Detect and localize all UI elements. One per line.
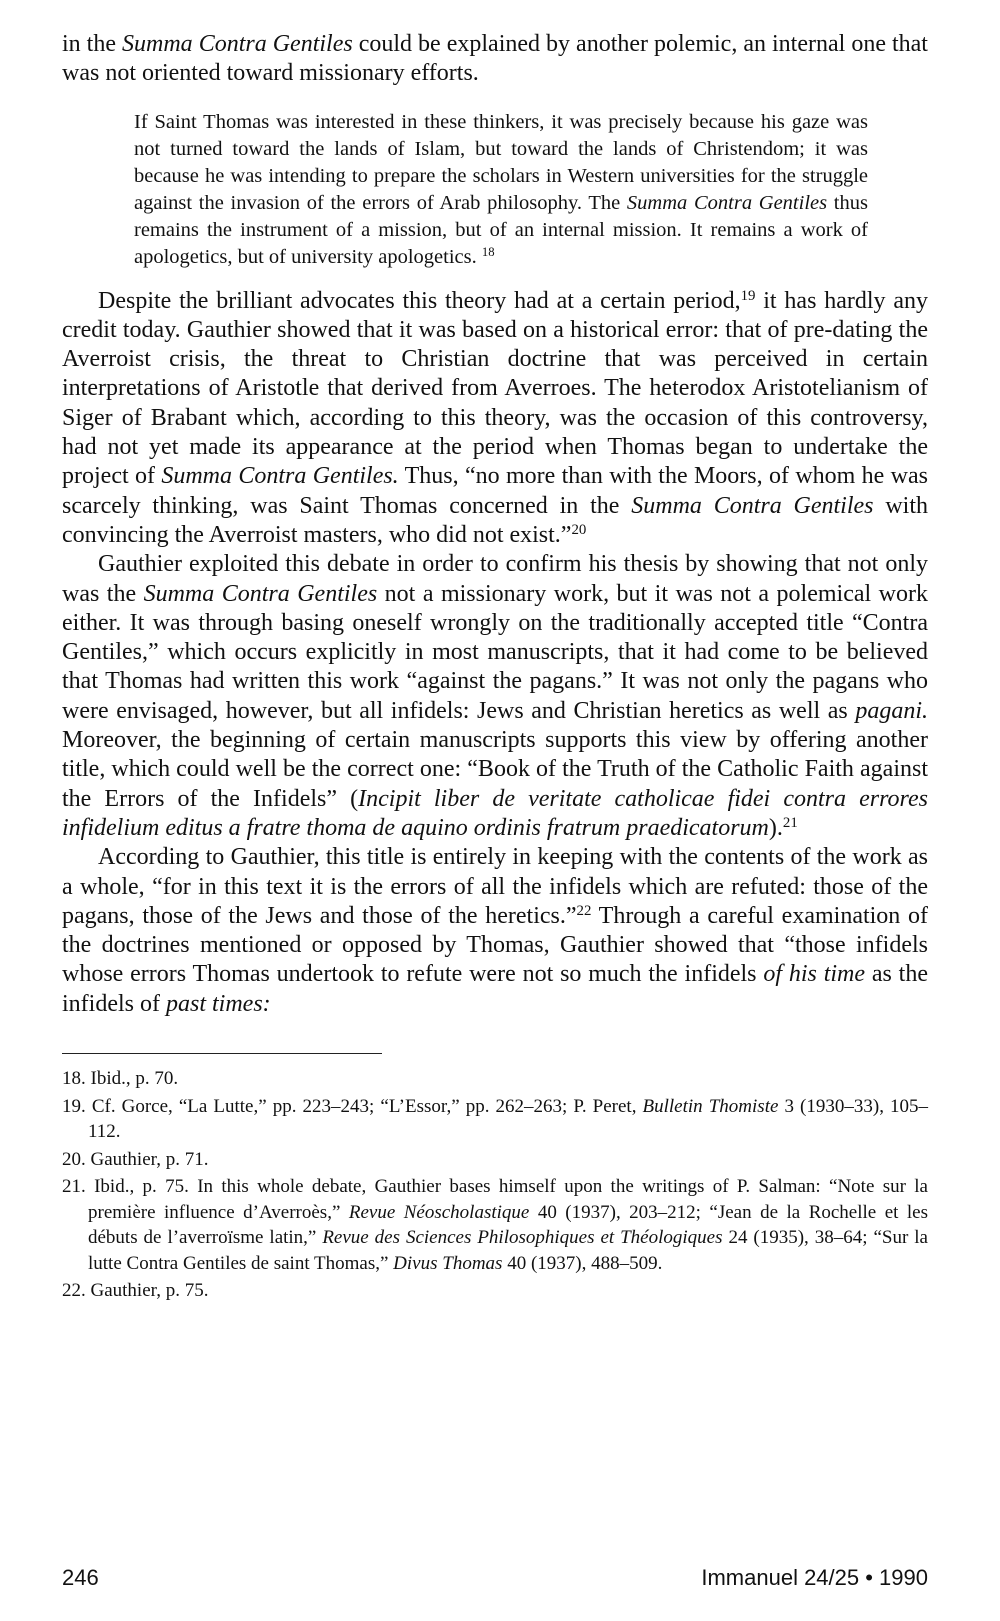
italic-title: Summa Contra Gentiles — [122, 31, 353, 57]
italic-title: Bulletin Thomiste — [642, 1095, 779, 1117]
paragraph-according — [62, 843, 928, 1019]
text-run: could be explained by another polemic, an internal one that was not oriented toward missionary efforts. — [62, 31, 928, 87]
italic-latin-title: Incipit liber de veritate catholicae fidei contra errores infidelium editus a fratre thoma de aquino ordinis fratrum praedicatorum — [62, 785, 928, 841]
footnote-marker: 20 — [571, 521, 587, 538]
text-run: 19. Cf. Gorce, “La Lutte,” pp. 223–243; “L’Essor,” pp. 262–263; P. Peret, — [62, 1095, 643, 1117]
footnote-marker: 19 — [740, 287, 756, 304]
text-run: Gauthier exploited this debate in order to confirm his thesis by showing that not only was the — [62, 551, 928, 607]
italic-term: pagani. — [855, 697, 928, 724]
footnote-19 — [62, 1094, 928, 1145]
text-run: Thus, “no more than with the Moors, of whom he was scarcely thinking, was Saint Thomas concerned in the — [62, 463, 928, 519]
footnote-marker: 21 — [782, 814, 798, 831]
text-run: thus remains the instrument of a mission, but of an internal mission. It remains a work of apologetics, but of university apologetics. — [134, 191, 868, 268]
text-run: According to Gauthier, this title is entirely in keeping with the contents of the work as a whole, “for in this text it is the errors of all the infidels which are refuted: those of the pagans, those of the Jews and those of the heretics.” — [62, 844, 928, 929]
text-run: 40 (1937), 488–509. — [502, 1252, 663, 1274]
footnote-20: 20. Gauthier, p. 71. — [62, 1148, 209, 1170]
text-run: Moreover, the beginning of certain manuscripts supports this view by offering another title, which could well be the correct one: “Book of the Truth of the Catholic Faith against the Errors of the Infidels” ( — [62, 727, 928, 812]
italic-title: Summa Contra Gentiles. — [161, 463, 399, 490]
italic-title: Revue Néoscholastique — [348, 1201, 530, 1223]
journal-citation: Immanuel 24/25 • 1990 — [701, 1565, 928, 1590]
paragraph-despite — [62, 287, 928, 551]
footnote-21 — [62, 1174, 928, 1276]
text-run: in the — [62, 31, 123, 57]
footnote-marker: 22 — [576, 902, 592, 919]
block-quote — [134, 109, 868, 271]
italic-phrase: past times: — [165, 990, 271, 1017]
text-run: not a missionary work, but it was not a polemical work either. It was through basing oneself wrongly on the traditionally accepted title “Contra Gentiles,” which occurs explicitly in most manuscripts, that it had come to be believed that Thomas had written this work “against the pagans.” It was not only the pagans who were envisaged, however, but all infidels: Jews and Christian heretics as well as — [62, 580, 928, 724]
text-run: as the infidels of — [62, 961, 929, 1017]
text-run: with convincing the Averroist masters, who did not exist.” — [62, 492, 928, 548]
italic-title: Summa Contra Gentiles — [626, 191, 828, 214]
text-run: 21. Ibid., p. 75. In this whole debate, Gauthier bases himself upon the writings of P. Salman: “Note sur la première influence d’Averroès,” — [62, 1176, 928, 1223]
italic-title: Revue des Sciences Philosophiques et Théologiques — [322, 1227, 723, 1249]
italic-title: Divus Thomas — [393, 1252, 503, 1274]
text-run: 24 (1935), 38–64; “Sur la lutte Contra Gentiles de saint Thomas,” — [88, 1227, 928, 1274]
footnote-18: 18. Ibid., p. 70. — [62, 1068, 179, 1090]
page-content — [62, 30, 928, 1306]
footnote-marker: 18 — [481, 244, 495, 259]
text-run: ). — [768, 814, 783, 841]
italic-title: Summa Contra Gentiles — [631, 492, 874, 519]
footnotes — [62, 1066, 928, 1304]
italic-title: Summa Contra Gentiles — [143, 580, 378, 607]
text-run: 3 (1930–33), 105–112. — [88, 1095, 929, 1143]
footnote-divider — [62, 1053, 382, 1054]
footnote-22: 22. Gauthier, p. 75. — [62, 1280, 209, 1302]
text-run: it has hardly any credit today. Gauthier showed that it was based on a historical error: that of pre-dating the Averroist crisis, the threat to Christian doctrine that was perceived in certain interpretations of Aristotle that derived from Averroes. The heterodox Aristotelianism of Siger of Brabant which, according to this theory, was the occasion of this controversy, had not yet made its appearance at the period when Thomas began to undertake the project of — [62, 287, 928, 490]
paragraph-continuation — [62, 30, 928, 89]
paragraph-gauthier-exploited — [62, 550, 928, 843]
italic-phrase: of his time — [763, 961, 866, 988]
text-run: 40 (1937), 203–212; “Jean de la Rochelle et les débuts de l’averroïsme latin,” — [88, 1201, 928, 1249]
page-number: 246 — [62, 1565, 99, 1590]
text-run: Despite the brilliant advocates this theory had at a certain period, — [98, 287, 741, 314]
text-run: Through a careful examination of the doctrines mentioned or opposed by Thomas, Gauthier showed that “those infidels whose errors Thomas undertook to refute were not so much the infidels — [62, 902, 929, 988]
text-run: If Saint Thomas was interested in these thinkers, it was precisely because his gaze was not turned toward the lands of Islam, but toward the lands of Christendom; it was because he was intending to prepare the scholars in Western universities for the struggle against the invasion of the errors of Arab philosophy. The — [134, 110, 868, 214]
